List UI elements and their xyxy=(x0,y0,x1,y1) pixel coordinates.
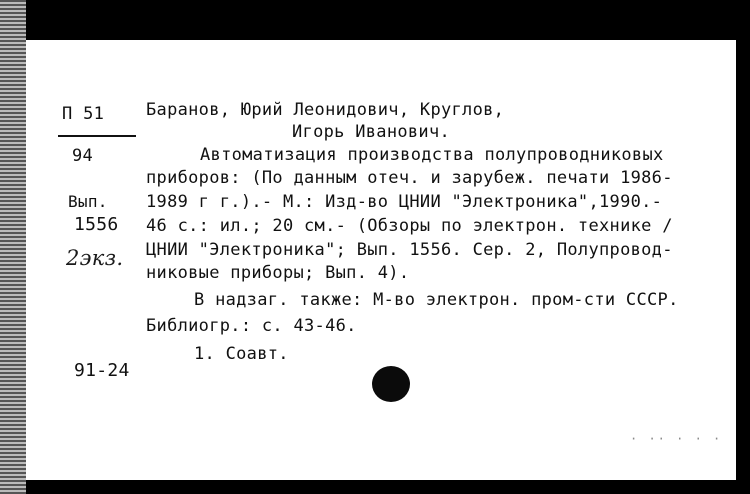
series-label: Вып. xyxy=(68,192,108,211)
handwritten-copies-note: 2экз. xyxy=(66,246,124,270)
title-line: Автоматизация производства полупроводниковых xyxy=(200,145,664,165)
bibliography-line: Библиогр.: с. 43-46. xyxy=(146,316,357,336)
series-number: 1556 xyxy=(74,214,119,235)
description-line: никовые приборы; Вып. 4). xyxy=(146,263,410,283)
scan-edge-right xyxy=(736,28,750,494)
description-line: приборов: (По данным отеч. и зарубеж. печати 1986- xyxy=(146,168,673,188)
description-line: ЦНИИ "Электроника"; Вып. 1556. Сер. 2, Полупровод- xyxy=(146,240,673,260)
author-line: Баранов, Юрий Леонидович, Круглов, xyxy=(146,100,505,120)
scan-edge-left xyxy=(0,0,26,494)
card-punch-hole xyxy=(372,366,410,402)
description-line: 46 с.: ил.; 20 см.- (Обзоры по электрон. технике / xyxy=(146,216,673,236)
note-line: В надзаг. также: М-во электрон. пром-сти СССР. xyxy=(194,290,679,310)
accession-number: 91-24 xyxy=(74,360,130,381)
scan-noise: · ·· · · · xyxy=(630,432,723,446)
shelf-mark-divider xyxy=(58,135,136,137)
description-line: 1989 г г.).- М.: Изд-во ЦНИИ "Электроника",1990.- xyxy=(146,192,663,212)
coauthor-line: Игорь Иванович. xyxy=(292,122,451,142)
tracing-line: 1. Соавт. xyxy=(194,344,289,364)
shelf-mark: П 51 xyxy=(62,104,105,124)
shelf-mark-secondary: 94 xyxy=(72,146,94,166)
